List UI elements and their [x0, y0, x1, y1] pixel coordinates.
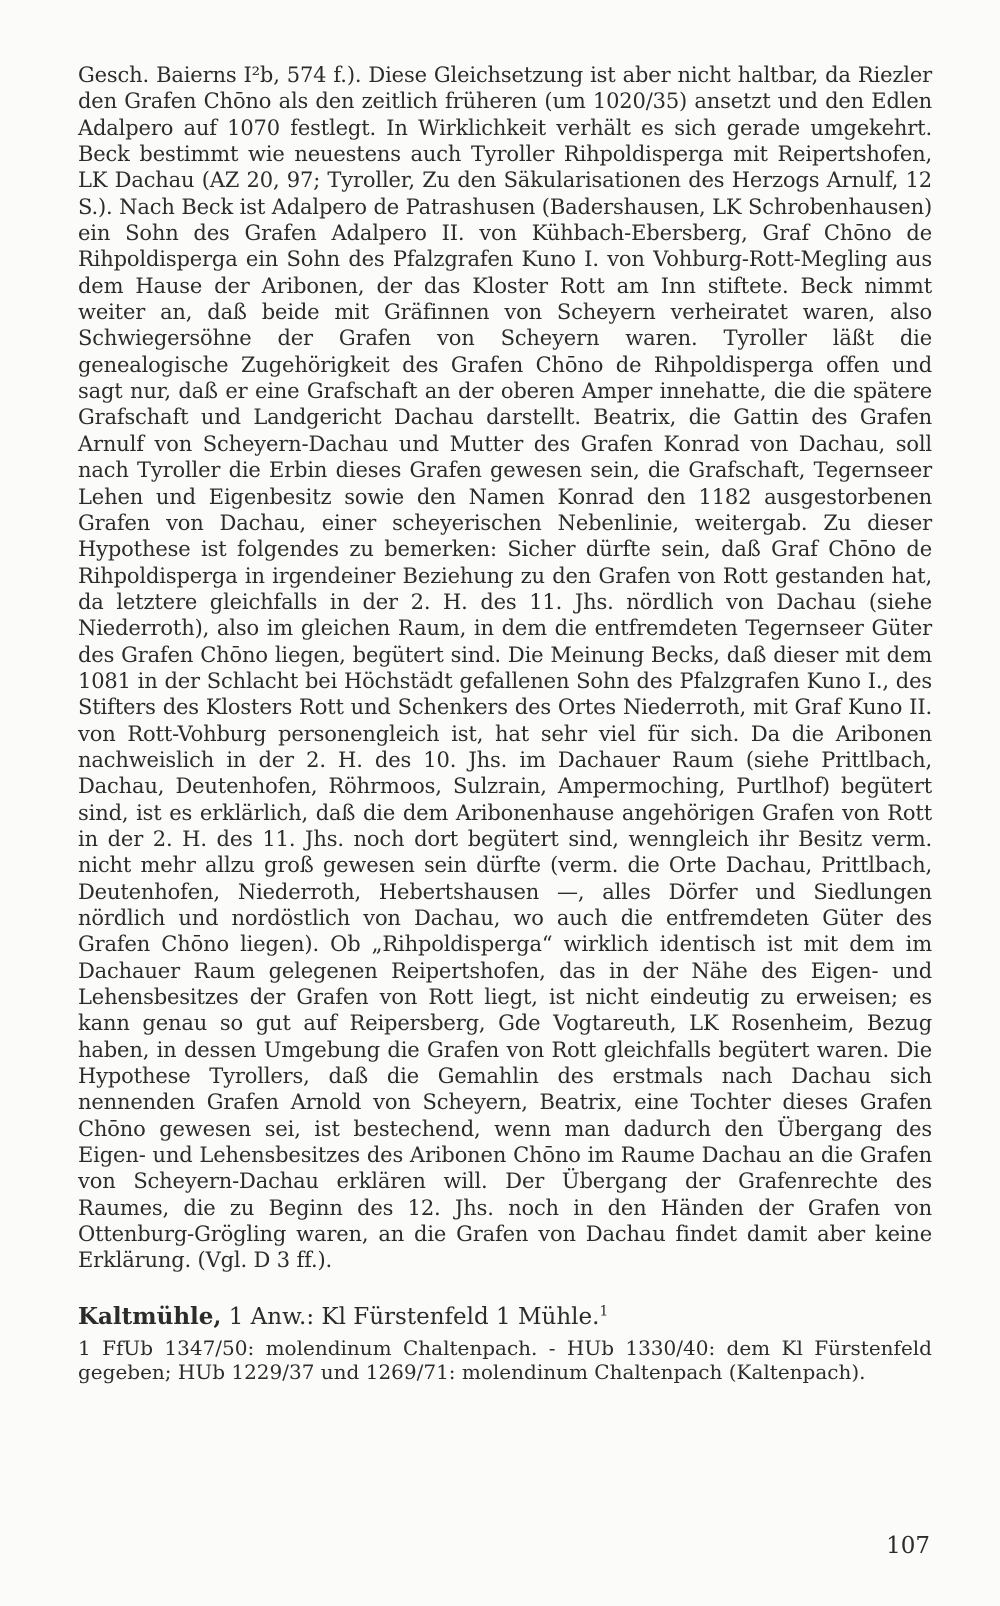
page-number: 107	[886, 1533, 930, 1559]
footnote: 1 FfUb 1347/50: molendinum Chaltenpach. - HUb 1330/40: dem Kl Fürstenfeld gegeben; HUb 1229/37 und 1269/71: molendinum Chaltenpach (Kaltenpach).	[78, 1335, 932, 1384]
entry-text: 1 Anw.: Kl Fürstenfeld 1 Mühle.	[221, 1303, 600, 1330]
entry-headword: Kaltmühle,	[78, 1302, 222, 1330]
body-paragraph: Gesch. Baierns I²b, 574 f.). Diese Gleichsetzung ist aber nicht haltbar, da Riezler den Grafen Chōno als den zeitlich früheren (um 1020/35) ansetzt und den Edlen Adalpero auf 1070 festlegt. In Wirklichkeit verhält es sich gerade umgekehrt. Beck bestimmt wie neuestens auch Tyroller Rihpoldisperga mit Reipertshofen, LK Dachau (AZ 20, 97; Tyroller, Zu den Säkularisationen des Herzogs Arnulf, 12 S.). Nach Beck ist Adalpero de Patrashusen (Badershausen, LK Schrobenhausen) ein Sohn des Grafen Adalpero II. von Kühbach-Ebersberg, Graf Chōno de Rihpoldisperga ein Sohn des Pfalzgrafen Kuno I. von Vohburg-Rott-Megling aus dem Hause der Aribonen, der das Kloster Rott am Inn stiftete. Beck nimmt weiter an, daß beide mit Gräfinnen von Scheyern verheiratet waren, also Schwiegersöhne der Grafen von Scheyern waren. Tyroller läßt die genealogische Zugehörigkeit des Grafen Chōno de Rihpoldisperga offen und sagt nur, daß er eine Grafschaft an der oberen Amper innehatte, die die spätere Grafschaft und Landgericht Dachau darstellt. Beatrix, die Gattin des Grafen Arnulf von Scheyern-Dachau und Mutter des Grafen Konrad von Dachau, soll nach Tyroller die Erbin dieses Grafen gewesen sein, die Grafschaft, Tegernseer Lehen und Eigenbesitz sowie den Namen Konrad den 1182 ausgestorbenen Grafen von Dachau, einer scheyerischen Nebenlinie, weitergab. Zu dieser Hypothese ist folgendes zu bemerken: Sicher dürfte sein, daß Graf Chōno de Rihpoldisperga in irgendeiner Beziehung zu den Grafen von Rott gestanden hat, da letztere gleichfalls in der 2. H. des 11. Jhs. nördlich von Dachau (siehe Niederroth), also im gleichen Raum, in dem die entfremdeten Tegernseer Güter des Grafen Chōno liegen, begütert sind. Die Meinung Becks, daß dieser mit dem 1081 in der Schlacht bei Höchstädt gefallenen Sohn des Pfalzgrafen Kuno I., des Stifters des Klosters Rott und Schenkers des Ortes Niederroth, mit Graf Kuno II. von Rott-Vohburg personengleich ist, hat sehr viel für sich. Da die Aribonen nachweislich in der 2. H. des 10. Jhs. im Dachauer Raum (siehe Prittlbach, Dachau, Deutenhofen, Röhrmoos, Sulzrain, Ampermoching, Purtlhof) begütert sind, ist es erklärlich, daß die dem Aribonenhause angehörigen Grafen von Rott in der 2. H. des 11. Jhs. noch dort begütert sind, wenngleich ihr Besitz verm. nicht mehr allzu groß gewesen sein dürfte (verm. die Orte Dachau, Prittlbach, Deutenhofen, Niederroth, Hebertshausen —, alles Dörfer und Siedlungen nördlich und nordöstlich von Dachau, wo auch die entfremdeten Güter des Grafen Chōno liegen). Ob „Rihpoldisperga“ wirklich identisch ist mit dem im Dachauer Raum gelegenen Reipertshofen, das in der Nähe des Eigen- und Lehensbesitzes der Grafen von Rott liegt, ist nicht eindeutig zu erweisen; es kann genau so gut auf Reipersberg, Gde Vogtareuth, LK Rosenheim, Bezug haben, in dessen Umgebung die Grafen von Rott gleichfalls begütert waren. Die Hypothese Tyrollers, daß die Gemahlin des erstmals nach Dachau sich nennenden Grafen Arnold von Scheyern, Beatrix, eine Tochter dieses Grafen Chōno gewesen sei, ist bestechend, wenn man dadurch den Übergang des Eigen- und Lehensbesitzes des Aribonen Chōno im Raume Dachau an die Grafen von Scheyern-Dachau erklären will. Der Übergang der Grafenrechte des Raumes, die zu Beginn des 12. Jhs. noch in den Händen der Grafen von Ottenburg-Grögling waren, an die Grafen von Dachau findet damit aber keine Erklärung. (Vgl. D 3 ff.).	[78, 63, 932, 1273]
entry-kaltmuehle	[78, 1302, 932, 1332]
footnote-reference: 1	[599, 1303, 609, 1320]
page-content	[78, 62, 932, 1384]
